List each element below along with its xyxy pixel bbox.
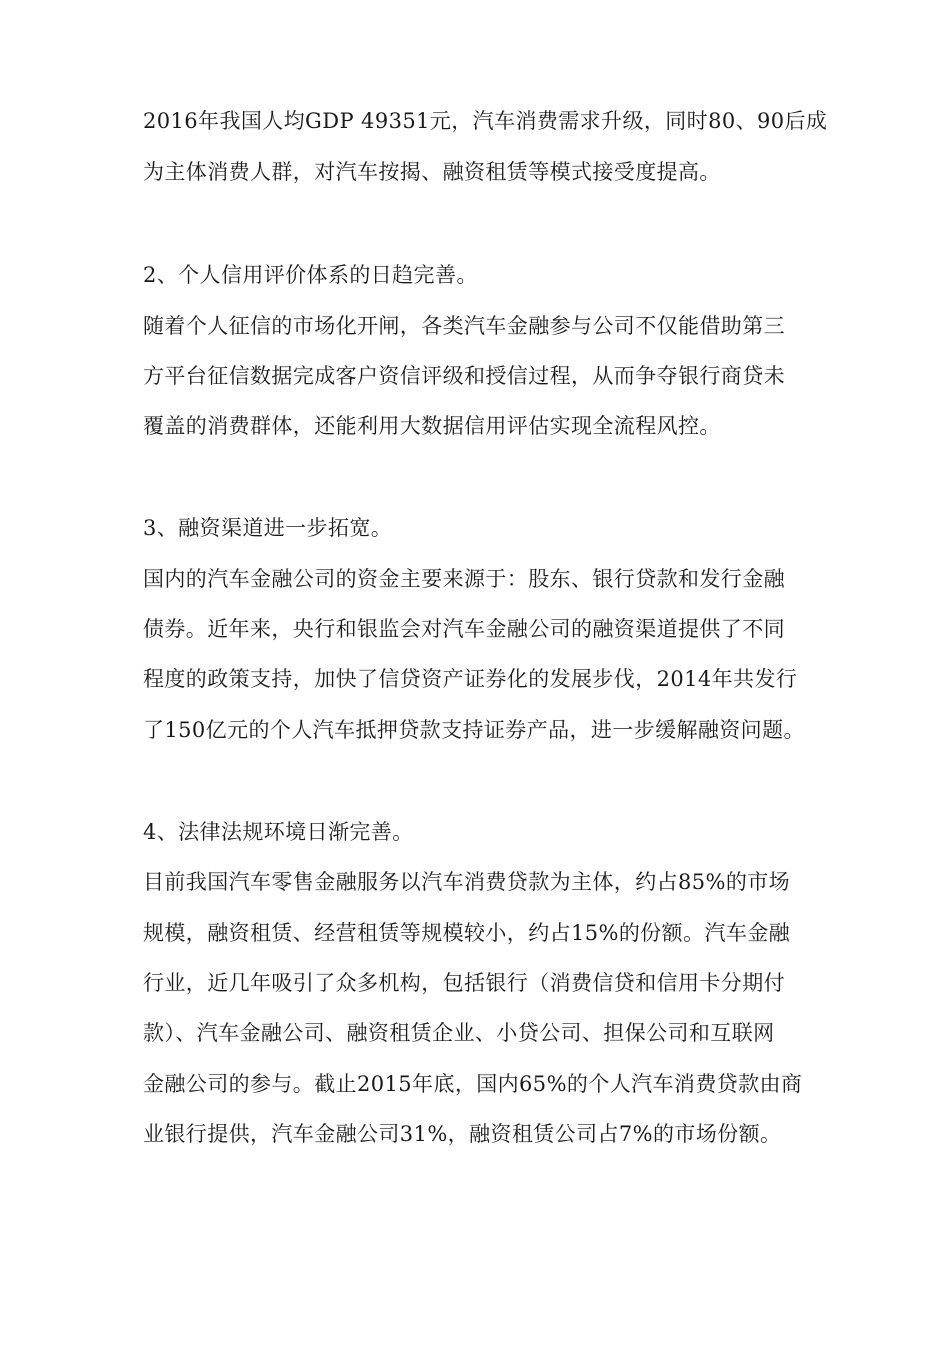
paragraph-line: 款）、汽车金融公司、融资租赁企业、小贷公司、担保公司和互联网 [143, 1021, 775, 1045]
paragraph-line: 债券。近年来，央行和银监会对汽车金融公司的融资渠道提供了不同 [143, 617, 785, 641]
paragraph-line: 了150亿元的个人汽车抵押贷款支持证券产品，进一步缓解融资问题。 [143, 718, 805, 742]
paragraph-line: 金融公司的参与。截止2015年底，国内65%的个人汽车消费贷款由商 [143, 1072, 803, 1096]
paragraph-line: 业银行提供，汽车金融公司31%，融资租赁公司占7%的市场份额。 [143, 1122, 782, 1146]
paragraph-line: 国内的汽车金融公司的资金主要来源于：股东、银行贷款和发行金融 [143, 567, 785, 591]
paragraph-line: 2016年我国人均GDP 49351元，汽车消费需求升级，同时80、90后成 [143, 109, 828, 133]
section-heading: 2、个人信用评价体系的日趋完善。 [143, 263, 478, 287]
paragraph-line: 为主体消费人群，对汽车按揭、融资租赁等模式接受度提高。 [143, 160, 721, 184]
paragraph-line: 程度的政策支持，加快了信贷资产证券化的发展步伐，2014年共发行 [143, 667, 798, 691]
paragraph-line: 规模，融资租赁、经营租赁等规模较小，约占15%的份额。汽车金融 [143, 921, 791, 945]
paragraph-line: 覆盖的消费群体，还能利用大数据信用评估实现全流程风控。 [143, 414, 721, 438]
paragraph-line: 目前我国汽车零售金融服务以汽车消费贷款为主体，约占85%的市场 [143, 870, 791, 894]
paragraph-line: 行业，近几年吸引了众多机构，包括银行（消费信贷和信用卡分期付 [143, 971, 785, 995]
section-heading: 4、法律法规环境日渐完善。 [143, 820, 414, 844]
paragraph-line: 方平台征信数据完成客户资信评级和授信过程，从而争夺银行商贷未 [143, 364, 785, 388]
paragraph-line: 随着个人征信的市场化开闸，各类汽车金融参与公司不仅能借助第三 [143, 314, 785, 338]
section-heading: 3、融资渠道进一步拓宽。 [143, 516, 393, 540]
